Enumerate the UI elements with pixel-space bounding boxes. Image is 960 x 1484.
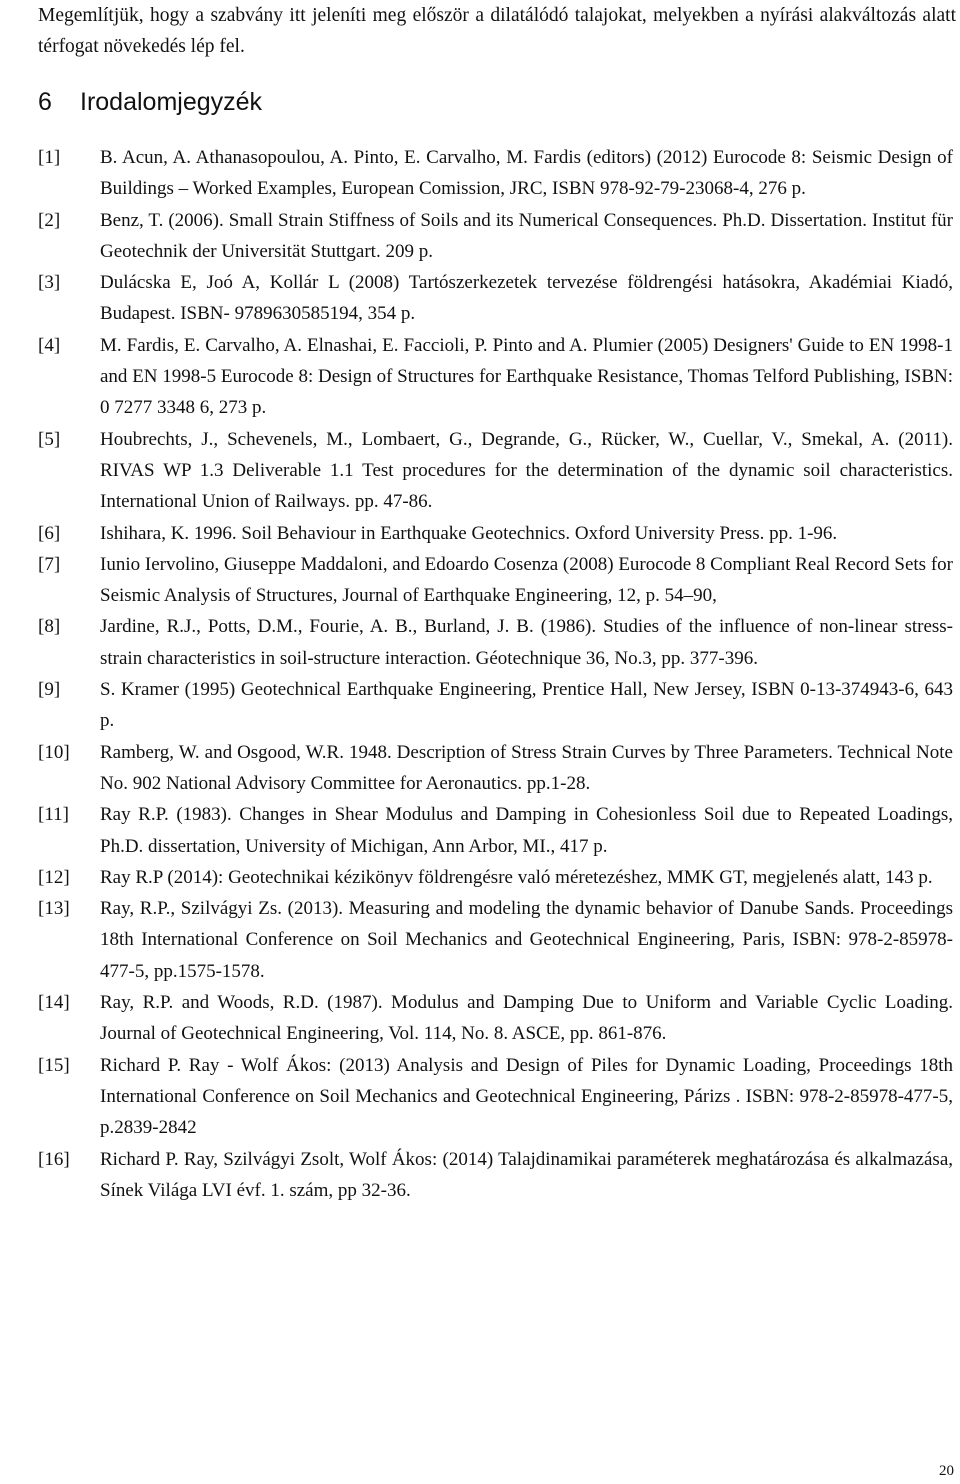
reference-item [0, 424, 960, 518]
reference-number: [12] [38, 866, 70, 888]
reference-text: Iunio Iervolino, Giuseppe Maddaloni, and Edoardo Cosenza (2008) Eurocode 8 Compliant Real Record Sets for Seismic Analysis of Structures, Journal of Earthquake Engineering, 12, p. 54–90, [100, 553, 953, 607]
reference-number: [10] [38, 741, 70, 763]
reference-text: Ishihara, K. 1996. Soil Behaviour in Earthquake Geotechnics. Oxford University Press. pp. 1-96. [100, 522, 838, 544]
reference-text: Houbrechts, J., Schevenels, M., Lombaert, G., Degrande, G., Rücker, W., Cuellar, V., Smekal, A. (2011). RIVAS WP 1.3 Deliverable 1.1 Test procedures for the determination of the dynamic soil characteristics. International Union of Railways. pp. 47-86. [100, 428, 953, 513]
reference-text: B. Acun, A. Athanasopoulou, A. Pinto, E. Carvalho, M. Fardis (editors) (2012) Eurocode 8: Seismic Design of Buildings – Worked Examples, European Comission, JRC, ISBN 978-92-79-23068-4, 276 p. [100, 147, 953, 200]
reference-number: [14] [38, 992, 70, 1014]
reference-item [0, 611, 960, 674]
reference-text: Richard P. Ray - Wolf Ákos: (2013) Analysis and Design of Piles for Dynamic Loading, Proceedings 18th International Conference on Soil Mechanics and Geotechnical Engineering, Párizs . ISBN: 978-2-85978-477-5, p.2839-2842 [100, 1054, 953, 1139]
reference-text: Ray, R.P., Szilvágyi Zs. (2013). Measuring and modeling the dynamic behavior of Danube Sands. Proceedings 18th International Conference on Soil Mechanics and Geotechnical Engineering, Paris, ISBN: 978-2-85978-477-5, pp.1575-1578. [100, 898, 953, 982]
reference-item [0, 737, 960, 800]
reference-item [0, 799, 960, 862]
reference-item [0, 1050, 960, 1144]
reference-number: [1] [38, 147, 61, 168]
reference-item [0, 549, 960, 612]
reference-item [0, 518, 960, 549]
reference-number: [13] [38, 898, 70, 920]
reference-number: [7] [38, 553, 61, 575]
section-heading [38, 85, 262, 119]
reference-number: [11] [38, 804, 69, 826]
reference-item [0, 142, 960, 205]
page-number: 20 [939, 1463, 954, 1479]
reference-item [0, 862, 960, 893]
reference-text: Ray R.P (2014): Geotechnikai kézikönyv földrengésre való méretezéshez, MMK GT, megjelenés alatt, 143 p. [100, 866, 933, 888]
section-title: Irodalomjegyzék [80, 88, 263, 116]
reference-number: [9] [38, 679, 61, 701]
reference-number: [2] [38, 209, 61, 231]
reference-text: Benz, T. (2006). Small Strain Stiffness of Soils and its Numerical Consequences. Ph.D. Dissertation. Institut für Geotechnik der Universität Stuttgart. 209 p. [100, 209, 953, 262]
reference-number: [5] [38, 428, 61, 450]
reference-item [0, 267, 960, 330]
reference-number: [6] [38, 522, 61, 544]
reference-text: S. Kramer (1995) Geotechnical Earthquake Engineering, Prentice Hall, New Jersey, ISBN 0-13-374943-6, 643 p. [100, 679, 953, 732]
reference-number: [4] [38, 334, 61, 356]
reference-number: [8] [38, 616, 61, 638]
reference-item [0, 987, 960, 1050]
intro-paragraph: Megemlítjük, hogy a szabvány itt jeleníti meg először a dilatálódó talajokat, melyekben a nyírási alakváltozás alatt térfogat növekedés lép fel. [38, 5, 956, 57]
reference-text: M. Fardis, E. Carvalho, A. Elnashai, E. Faccioli, P. Pinto and A. Plumier (2005) Designers' Guide to EN 1998-1 and EN 1998-5 Eurocode 8: Design of Structures for Earthquake Resistance, Thomas Telford Publishing, ISBN: 0 7277 3348 6, 273 p. [100, 334, 953, 419]
reference-number: [16] [38, 1148, 70, 1170]
reference-number: [3] [38, 272, 61, 294]
reference-text: Jardine, R.J., Potts, D.M., Fourie, A. B., Burland, J. B. (1986). Studies of the influence of non-linear stress-strain characteristics in soil-structure interaction. Géotechnique 36, No.3, pp. 377-396. [100, 616, 953, 669]
reference-text: Ray R.P. (1983). Changes in Shear Modulus and Damping in Cohesionless Soil due to Repeated Loadings, Ph.D. dissertation, University of Michigan, Ann Arbor, MI., 417 p. [100, 804, 953, 857]
reference-text: Richard P. Ray, Szilvágyi Zsolt, Wolf Ákos: (2014) Talajdinamikai paraméterek meghatározása és alkalmazása, Sínek Világa LVI évf. 1. szám, pp 32-36. [100, 1148, 953, 1201]
reference-item [0, 205, 960, 268]
reference-item [0, 1144, 960, 1207]
reference-text: Dulácska E, Joó A, Kollár L (2008) Tartószerkezetek tervezése földrengési hatásokra, Akadémiai Kiadó, Budapest. ISBN- 9789630585194, 354 p. [100, 272, 953, 325]
reference-item [0, 893, 960, 987]
reference-text: Ray, R.P. and Woods, R.D. (1987). Modulus and Damping Due to Uniform and Variable Cyclic Loading. Journal of Geotechnical Engineering, Vol. 114, No. 8. ASCE, pp. 861-876. [100, 992, 953, 1045]
reference-item [0, 674, 960, 737]
reference-text: Ramberg, W. and Osgood, W.R. 1948. Description of Stress Strain Curves by Three Parameters. Technical Note No. 902 National Advisory Committee for Aeronautics. pp.1-28. [100, 741, 953, 794]
reference-item [0, 330, 960, 424]
reference-list [0, 142, 960, 1206]
reference-number: [15] [38, 1054, 70, 1076]
section-number: 6 [38, 88, 52, 116]
